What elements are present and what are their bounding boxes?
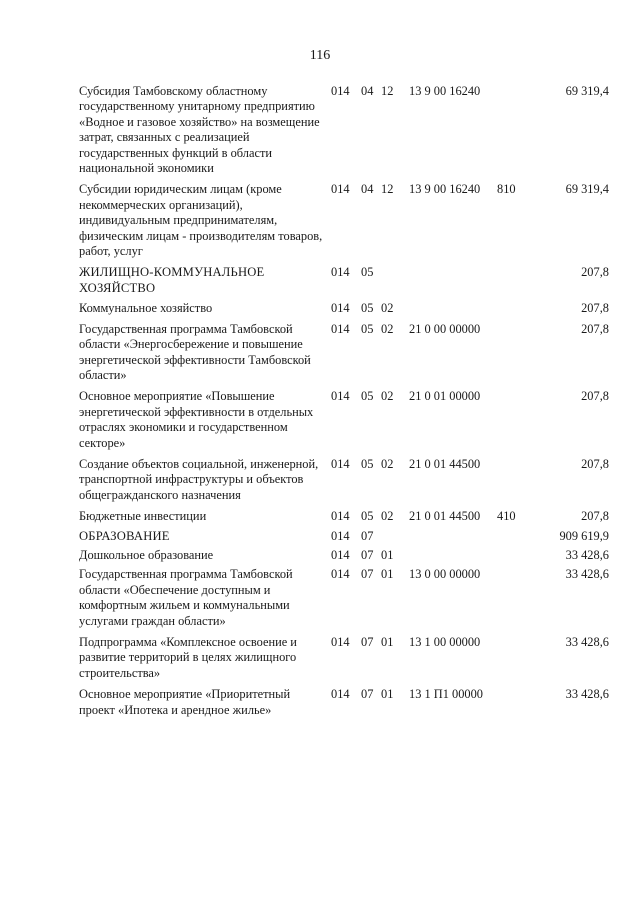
row-expense-type-code: 410 xyxy=(497,509,516,524)
row-target-code: 21 0 01 44500 xyxy=(409,456,481,471)
row-amount: 207,8 xyxy=(581,301,609,316)
row-target-code: 21 0 00 00000 xyxy=(409,321,481,336)
table-row xyxy=(79,182,609,259)
row-name: Основное мероприятие «Повышение энергетической эффективности в отдельных отраслях экономики и государственном секторе» xyxy=(79,389,314,450)
row-name: Субсидия Тамбовскому областному государственному унитарному предприятию «Водное и газовое хозяйство» на возмещение затрат, связанных с реализацией государственных функций в области национальной экономики xyxy=(79,84,320,176)
row-expense-type-code: 810 xyxy=(497,182,516,197)
row-section-code: 04 xyxy=(361,84,374,98)
row-section-code: 07 xyxy=(361,687,374,702)
table-row xyxy=(79,301,609,316)
row-subsection-code: 02 xyxy=(381,301,394,316)
row-admin-code: 014 xyxy=(331,567,350,582)
row-amount: 207,8 xyxy=(581,509,609,524)
row-target-code: 13 1 П1 00000 xyxy=(409,687,483,702)
row-admin-code: 014 xyxy=(331,182,350,197)
row-target-code: 13 1 00 00000 xyxy=(409,635,481,649)
row-target-code: 21 0 01 00000 xyxy=(409,389,481,404)
row-section-code: 05 xyxy=(361,301,374,316)
row-section-code: 07 xyxy=(361,547,374,562)
row-name: ОБРАЗОВАНИЕ xyxy=(79,528,170,543)
table-row xyxy=(79,322,609,384)
row-subsection-code: 02 xyxy=(381,321,394,336)
row-subsection-code: 12 xyxy=(381,182,394,197)
row-admin-code: 014 xyxy=(331,687,350,702)
row-section-code: 04 xyxy=(361,182,374,197)
row-name: Дошкольное образование xyxy=(79,547,214,562)
row-name: Создание объектов социальной, инженерной, транспортной инфраструктуры и объектов общегражданского назначения xyxy=(79,456,319,502)
table-row xyxy=(79,567,609,629)
row-subsection-code: 01 xyxy=(381,687,394,702)
table-row xyxy=(79,635,609,681)
row-amount: 207,8 xyxy=(581,389,609,404)
row-amount: 207,8 xyxy=(581,265,609,280)
row-amount: 33 428,6 xyxy=(565,547,609,562)
row-amount: 69 319,4 xyxy=(565,182,609,197)
row-section-code: 05 xyxy=(361,321,374,336)
row-admin-code: 014 xyxy=(331,265,350,280)
row-subsection-code: 01 xyxy=(381,547,394,562)
row-name: Государственная программа Тамбовской области «Обеспечение доступным и комфортным жильем и коммунальными услугами граждан области» xyxy=(79,567,293,628)
row-amount: 33 428,6 xyxy=(565,687,609,702)
table-row xyxy=(79,457,609,503)
row-admin-code: 014 xyxy=(331,301,350,316)
table-row xyxy=(79,509,609,524)
table-row xyxy=(79,529,609,544)
row-section-code: 05 xyxy=(361,389,374,404)
row-target-code: 13 9 00 16240 xyxy=(409,182,481,197)
row-admin-code: 014 xyxy=(331,84,350,98)
row-name: Подпрограмма «Комплексное освоение и развитие территорий в целях жилищного строительства» xyxy=(79,635,297,680)
row-name: Основное мероприятие «Приоритетный проект «Ипотека и арендное жилье» xyxy=(79,687,291,717)
row-name: Субсидии юридическим лицам (кроме некоммерческих организаций), индивидуальным предпринимателям, физическим лицам - производителям товаров, работ, услуг xyxy=(79,182,323,259)
row-name: Бюджетные инвестиции xyxy=(79,509,207,524)
row-admin-code: 014 xyxy=(331,321,350,336)
row-subsection-code: 01 xyxy=(381,567,394,582)
row-section-code: 07 xyxy=(361,528,374,543)
row-admin-code: 014 xyxy=(331,509,350,524)
table-row xyxy=(79,84,609,176)
row-amount: 33 428,6 xyxy=(565,567,609,582)
row-section-code: 07 xyxy=(361,635,374,649)
row-subsection-code: 02 xyxy=(381,509,394,524)
row-name: Государственная программа Тамбовской области «Энергосбережение и повышение энергетической эффективности Тамбовской области» xyxy=(79,321,311,382)
row-admin-code: 014 xyxy=(331,635,350,649)
row-amount: 909 619,9 xyxy=(559,528,609,543)
row-section-code: 07 xyxy=(361,567,374,582)
row-section-code: 05 xyxy=(361,456,374,471)
budget-table xyxy=(79,84,609,718)
row-subsection-code: 01 xyxy=(381,635,394,649)
row-section-code: 05 xyxy=(361,509,374,524)
page-number: 116 xyxy=(309,48,331,63)
row-target-code: 21 0 01 44500 xyxy=(409,509,481,524)
row-name: ЖИЛИЩНО-КОММУНАЛЬНОЕ ХОЗЯЙСТВО xyxy=(79,265,265,295)
row-target-code: 13 0 00 00000 xyxy=(409,567,481,582)
row-subsection-code: 02 xyxy=(381,389,394,404)
row-target-code: 13 9 00 16240 xyxy=(409,84,481,98)
table-row xyxy=(79,548,609,563)
row-amount: 33 428,6 xyxy=(565,635,609,649)
row-amount: 207,8 xyxy=(581,321,609,336)
row-admin-code: 014 xyxy=(331,389,350,404)
row-section-code: 05 xyxy=(361,265,374,280)
row-amount: 69 319,4 xyxy=(565,84,609,98)
row-amount: 207,8 xyxy=(581,456,609,471)
table-row xyxy=(79,687,609,718)
table-row xyxy=(79,389,609,451)
table-row xyxy=(79,265,609,296)
row-admin-code: 014 xyxy=(331,456,350,471)
row-subsection-code: 12 xyxy=(381,84,394,98)
row-name: Коммунальное хозяйство xyxy=(79,301,213,316)
row-subsection-code: 02 xyxy=(381,456,394,471)
row-admin-code: 014 xyxy=(331,528,350,543)
row-admin-code: 014 xyxy=(331,547,350,562)
